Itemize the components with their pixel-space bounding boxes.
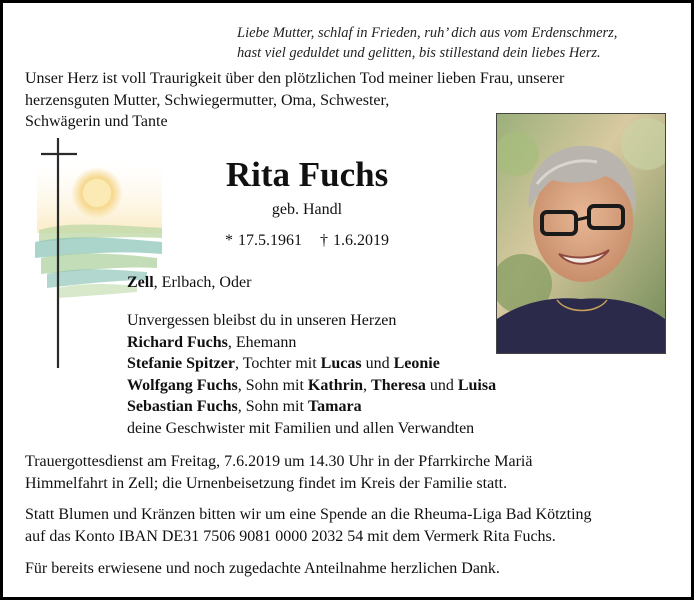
- mourner-name: Stefanie Spitzer: [127, 355, 235, 372]
- grandchild-name: Luisa: [457, 376, 497, 394]
- mourner-row: [127, 396, 496, 418]
- place-rest: , Erlbach, Oder: [153, 274, 252, 291]
- mourner-relation: , Ehemann: [227, 333, 297, 351]
- birth-date: * 17.5.1961: [225, 232, 302, 249]
- poem-line: hast viel geduldet und gelitten, bis stillestand dein liebes Herz.: [237, 45, 601, 61]
- intro-line: Schwägerin und Tante: [25, 113, 168, 130]
- maiden-name: geb. Handl: [271, 201, 343, 218]
- service-info: [25, 451, 675, 494]
- donation-line: Statt Blumen und Kränzen bitten wir um eine Spende an die Rheuma-Liga Bad Kötzting: [25, 506, 592, 523]
- separator: ,: [363, 376, 372, 394]
- mourner-relation: , Tochter mit: [234, 355, 321, 372]
- poem-line: Liebe Mutter, schlaf in Frieden, ruh’ dich aus vom Erdenschmerz,: [237, 25, 618, 41]
- mourner-row: [127, 332, 496, 354]
- conjunction: und: [361, 355, 394, 372]
- service-line: Trauergottesdienst am Freitag, 7.6.2019 um 14.30 Uhr in der Pfarrkirche Mariä: [25, 453, 533, 470]
- mourner-row: [127, 375, 496, 397]
- closing-heading: Unvergessen bleibst du in unseren Herzen: [127, 312, 397, 329]
- grandchild-name: Theresa: [371, 376, 426, 394]
- mourner-relation: , Sohn mit: [237, 398, 308, 415]
- mourner-name: Wolfgang Fuchs: [127, 376, 238, 394]
- donation-line: auf das Konto IBAN DE31 7506 9081 0000 2032 54 mit dem Vermerk Rita Fuchs.: [25, 527, 556, 545]
- mourner-relation: , Sohn mit: [237, 376, 308, 394]
- death-date: † 1.6.2019: [320, 232, 389, 249]
- service-line: Himmelfahrt in Zell; die Urnenbeisetzung findet im Kreis der Familie statt.: [25, 474, 508, 492]
- mourner-name: Richard Fuchs: [127, 333, 228, 351]
- conjunction: und: [425, 376, 458, 394]
- grandchild-name: Lucas: [320, 355, 362, 372]
- grandchild-name: Leonie: [393, 355, 440, 372]
- intro-text: [25, 68, 565, 133]
- deceased-name: Rita Fuchs: [225, 155, 389, 194]
- portrait-photo: [496, 113, 666, 354]
- thanks-text: Für bereits erwiesene und noch zugedachte Anteilnahme herzlichen Dank.: [25, 560, 500, 577]
- mourner-name: Sebastian Fuchs: [127, 398, 238, 415]
- poem: [237, 23, 647, 63]
- mourner-row: deine Geschwister mit Familien und allen Verwandten: [127, 419, 475, 437]
- portrait-photo-icon: [497, 114, 665, 353]
- grandchild-name: Tamara: [307, 398, 362, 415]
- places: [127, 274, 251, 292]
- grandchild-name: Kathrin: [307, 376, 364, 394]
- intro-line: Unser Herz ist voll Traurigkeit über den plötzlichen Tod meiner lieben Frau, unserer: [25, 70, 565, 87]
- donation-info: [25, 504, 675, 547]
- mourner-row: [127, 353, 496, 375]
- mourners-list: [127, 310, 496, 439]
- place-primary: Zell: [127, 274, 154, 291]
- intro-line: herzensguten Mutter, Schwiegermutter, Oma, Schwester,: [25, 91, 390, 109]
